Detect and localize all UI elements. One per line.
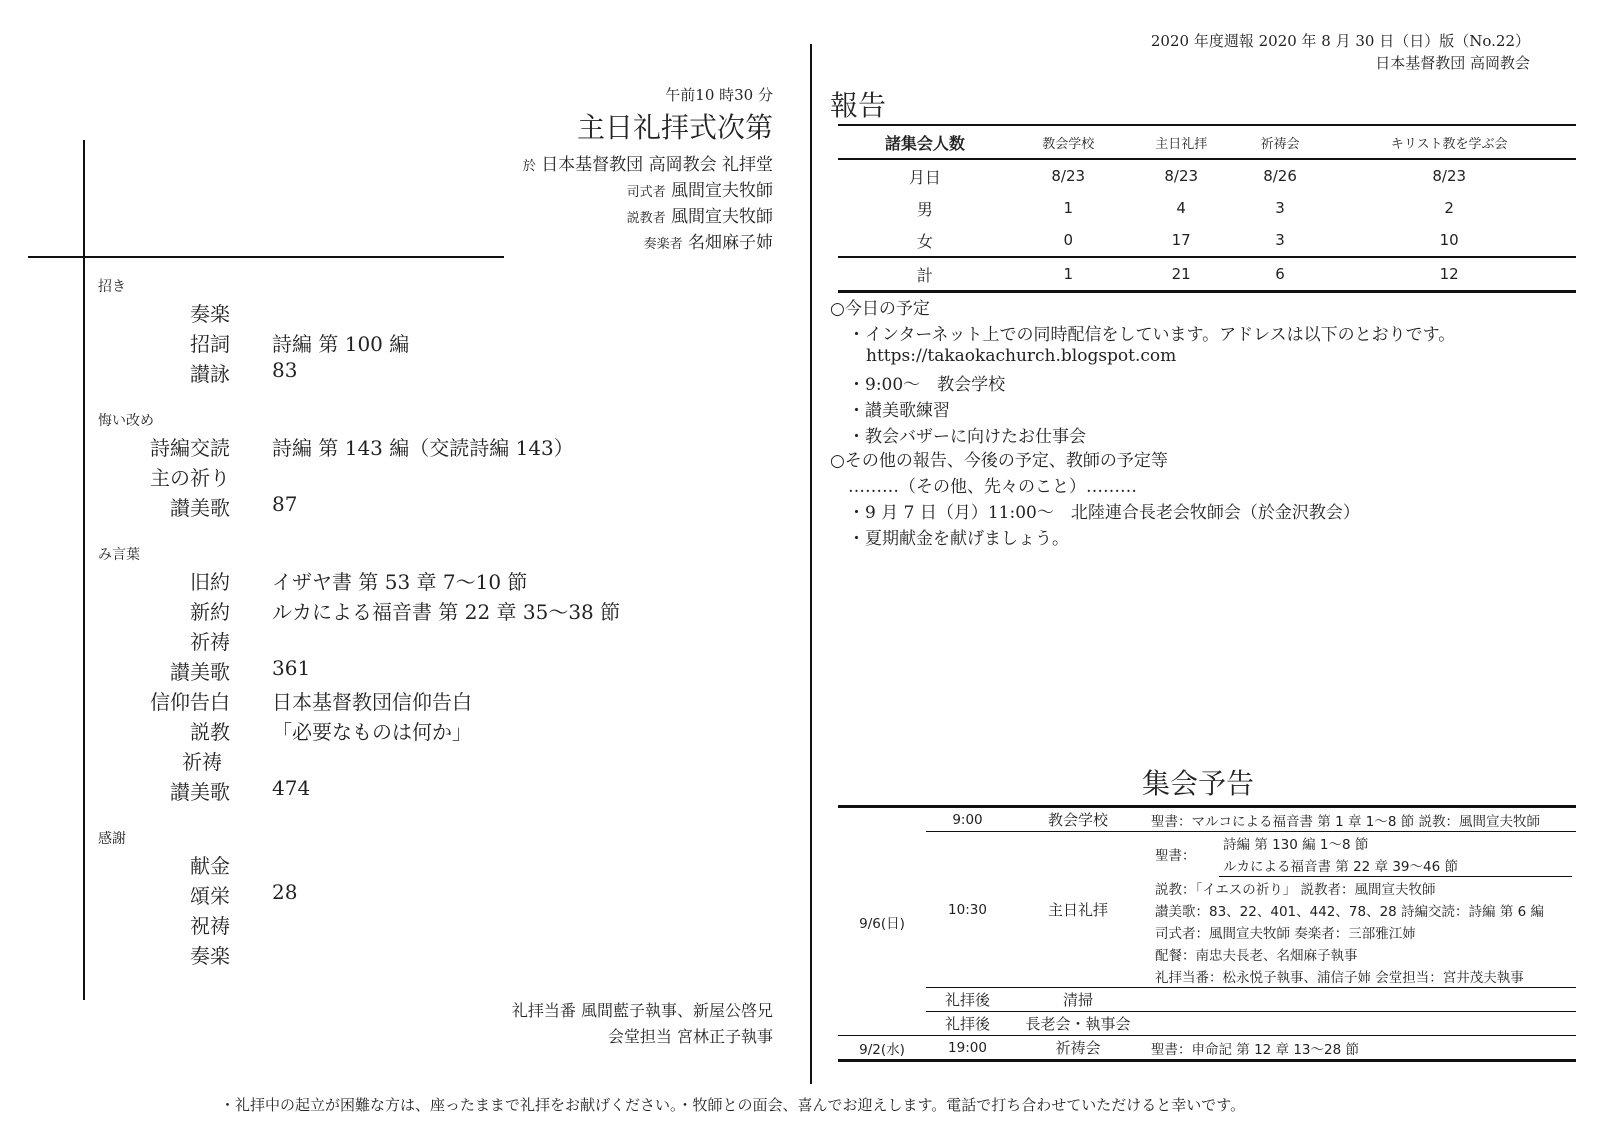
item-value: 日本基督教団信仰告白 — [272, 690, 472, 714]
item-value: 83 — [272, 358, 298, 382]
venue-prefix: 於 — [522, 159, 536, 174]
item-value: 28 — [272, 880, 298, 904]
section-label: 招き — [98, 279, 126, 295]
detail-line: 説教：「イエスの祈り」 説教者：風間宣夫牧師 — [1155, 882, 1436, 898]
table-row — [838, 224, 1576, 257]
detail-line: 配餐：南忠夫長老、名畑麻子執事 — [1155, 948, 1358, 964]
detail-line: 礼拝当番：松永悦子執事、浦信子姉 会堂担当：宮井茂夫執事 — [1155, 970, 1524, 986]
table-cell: 1 — [1063, 199, 1074, 217]
venue: 日本基督教団 高岡教会 礼拝堂 — [541, 155, 773, 175]
event-cell: 教会学校 — [1009, 808, 1147, 832]
detail-cell: 聖書：マルコによる福音書 第 1 章 1～8 節 説教：風間宣夫牧師 — [1147, 808, 1576, 832]
date-cell: 9/6(日) — [838, 808, 926, 1036]
item-label: 説教 — [190, 720, 230, 744]
table-row — [838, 192, 1576, 224]
table-header-row — [838, 125, 1576, 159]
service-time: 午前10 時30 分 — [665, 86, 773, 104]
report-item: ・教会バザーに向けたお仕事会 — [848, 427, 1086, 447]
event-cell: 長老会・執事会 — [1009, 1012, 1147, 1036]
report-heading: ○その他の報告、今後の予定、教師の予定等 — [830, 451, 1168, 471]
table-cell: 17 — [1171, 231, 1191, 249]
table-cell: 1 — [1063, 265, 1074, 283]
event-cell: 清掃 — [1009, 988, 1147, 1012]
table-cell: 8/23 — [1432, 167, 1467, 185]
detail-line: 司式者：風間宣夫牧師 奏楽者：三部雅江姉 — [1155, 926, 1416, 942]
table-cell: 8/23 — [1164, 167, 1199, 185]
column-header: 主日礼拝 — [1155, 136, 1208, 152]
table-cell: 0 — [1063, 231, 1074, 249]
left-vertical-rule — [83, 140, 85, 1000]
table-cell: 3 — [1275, 199, 1285, 217]
schedule-title: 集会予告 — [1142, 767, 1255, 800]
bible-reading: ルカによる福音書 第 22 章 39～46 節 — [1219, 854, 1572, 877]
detail-cell — [1147, 988, 1576, 1012]
item-value: 「必要なものは何か」 — [272, 720, 472, 744]
detail-cell — [1147, 1012, 1576, 1036]
event-cell: 主日礼拝 — [1009, 832, 1147, 988]
row-label: 月日 — [908, 167, 941, 187]
table-cell: 6 — [1275, 265, 1285, 283]
stream-url: https://takaokachurch.blogspot.com — [866, 346, 1177, 366]
report-item: ………（その他、先々のこと）……… — [848, 477, 1137, 497]
musician-line — [644, 228, 773, 253]
footer-note: ・礼拝中の起立が困難な方は、座ったままで礼拝をお献げください。・牧師との面会、喜んでお迎えします。電話で打ち合わせていただけると幸いです。 — [220, 1096, 1246, 1114]
section-label: 悔い改め — [98, 413, 154, 429]
detail-cell: 聖書：申命記 第 12 章 13～28 節 — [1151, 1041, 1359, 1058]
order-title: 主日礼拝式次第 — [576, 111, 773, 144]
table-row — [838, 1012, 1576, 1036]
total-row — [838, 257, 1576, 292]
preacher-line — [627, 202, 773, 227]
time-cell: 礼拝後 — [926, 1012, 1009, 1036]
report-heading: ○今日の予定 — [830, 299, 930, 319]
report-item: ・インターネット上での同時配信をしています。アドレスは以下のとおりです。 — [848, 325, 1456, 345]
item-label: 祝祷 — [190, 914, 230, 938]
church-name: 日本基督教団 高岡教会 — [1375, 54, 1530, 72]
item-label: 献金 — [190, 854, 230, 878]
item-label: 頌栄 — [190, 884, 230, 908]
hall-line: 会堂担当 宮林正子執事 — [607, 1027, 773, 1046]
bible-label: 聖書： — [1155, 848, 1196, 865]
bible-reading: 詩編 第 130 編 1～8 節 — [1223, 837, 1369, 853]
item-label: 讃美歌 — [170, 496, 230, 520]
item-label: 讃詠 — [190, 362, 230, 386]
report-item: ・夏期献金を献げましょう。 — [848, 529, 1069, 549]
time-cell: 10:30 — [926, 832, 1009, 988]
table-cell: 4 — [1176, 199, 1186, 217]
item-label: 信仰告白 — [150, 690, 230, 714]
row-label: 計 — [916, 265, 933, 285]
musician-role: 奏楽者 — [643, 237, 683, 252]
event-cell: 祈祷会 — [1055, 1039, 1101, 1057]
column-header: 諸集会人数 — [884, 133, 965, 153]
item-label: 祈祷 — [182, 750, 222, 774]
table-row — [838, 159, 1576, 192]
table-row — [838, 832, 1576, 988]
table-row — [838, 1036, 1576, 1061]
officiant: 風間宣夫牧師 — [671, 181, 773, 201]
report-item: ・9:00～ 教会学校 — [848, 375, 1006, 395]
item-value: 詩編 第 100 編 — [272, 332, 410, 356]
item-label: 讃美歌 — [170, 780, 230, 804]
time-cell: 9:00 — [926, 808, 1009, 832]
musician: 名畑麻子姉 — [688, 233, 773, 253]
item-value: 詩編 第 143 編（交読詩編 143） — [272, 436, 574, 460]
edition-line: 2020 年度週報 2020 年 8 月 30 日（日）版（No.22） — [1150, 32, 1530, 50]
row-label: 女 — [916, 231, 933, 251]
table-cell: 8/26 — [1263, 167, 1297, 185]
row-label: 男 — [916, 199, 933, 219]
item-label: 讃美歌 — [170, 660, 230, 684]
section-label: み言葉 — [98, 547, 140, 563]
section-label: 感謝 — [98, 831, 126, 847]
item-value: 474 — [272, 776, 311, 800]
detail-line: 讃美歌：83、22、401、442、78、28 詩編交読：詩編 第 6 編 — [1155, 904, 1545, 920]
item-label: 祈祷 — [190, 630, 230, 654]
preacher-role: 説教者 — [626, 211, 666, 226]
table-row — [838, 988, 1576, 1012]
item-label: 招詞 — [190, 332, 230, 356]
column-header: キリスト教を学ぶ会 — [1390, 136, 1508, 152]
item-label: 主の祈り — [150, 466, 230, 490]
column-header: 祈祷会 — [1260, 136, 1300, 152]
left-horizontal-rule — [28, 256, 504, 258]
item-label: 新約 — [190, 600, 230, 624]
detail-cell — [1147, 832, 1576, 988]
column-header: 教会学校 — [1042, 136, 1095, 152]
time-cell: 礼拝後 — [926, 988, 1009, 1012]
table-row — [838, 808, 1576, 832]
table-cell: 2 — [1444, 199, 1454, 217]
item-label: 奏楽 — [190, 302, 230, 326]
schedule-table — [838, 808, 1576, 1062]
item-label: 奏楽 — [190, 944, 230, 968]
table-cell: 3 — [1275, 231, 1285, 249]
officiant-line — [627, 176, 773, 201]
venue-line — [523, 150, 773, 175]
preacher: 風間宣夫牧師 — [671, 207, 773, 227]
report-item: ・9 月 7 日（月）11:00～ 北陸連合長老会牧師会（於金沢教会） — [848, 503, 1360, 523]
attendance-table — [838, 124, 1576, 293]
table-cell: 10 — [1439, 231, 1459, 249]
center-divider — [810, 44, 812, 1084]
item-value: ルカによる福音書 第 22 章 35～38 節 — [272, 600, 621, 624]
table-cell: 12 — [1439, 265, 1459, 283]
worship-detail — [1151, 832, 1572, 987]
time-cell: 19:00 — [948, 1039, 987, 1056]
item-label: 旧約 — [190, 570, 230, 594]
date-cell: 9/2(水) — [859, 1041, 905, 1058]
duty-line: 礼拝当番 風間藍子執事、新屋公啓兄 — [511, 1001, 773, 1020]
report-item: ・讃美歌練習 — [848, 401, 950, 421]
item-value: イザヤ書 第 53 章 7～10 節 — [272, 570, 528, 594]
item-label: 詩編交読 — [150, 436, 230, 460]
table-cell: 21 — [1171, 265, 1191, 283]
officiant-role: 司式者 — [626, 185, 666, 200]
report-title: 報告 — [830, 89, 887, 122]
table-cell: 8/23 — [1051, 167, 1086, 185]
item-value: 361 — [272, 656, 311, 680]
item-value: 87 — [272, 492, 298, 516]
